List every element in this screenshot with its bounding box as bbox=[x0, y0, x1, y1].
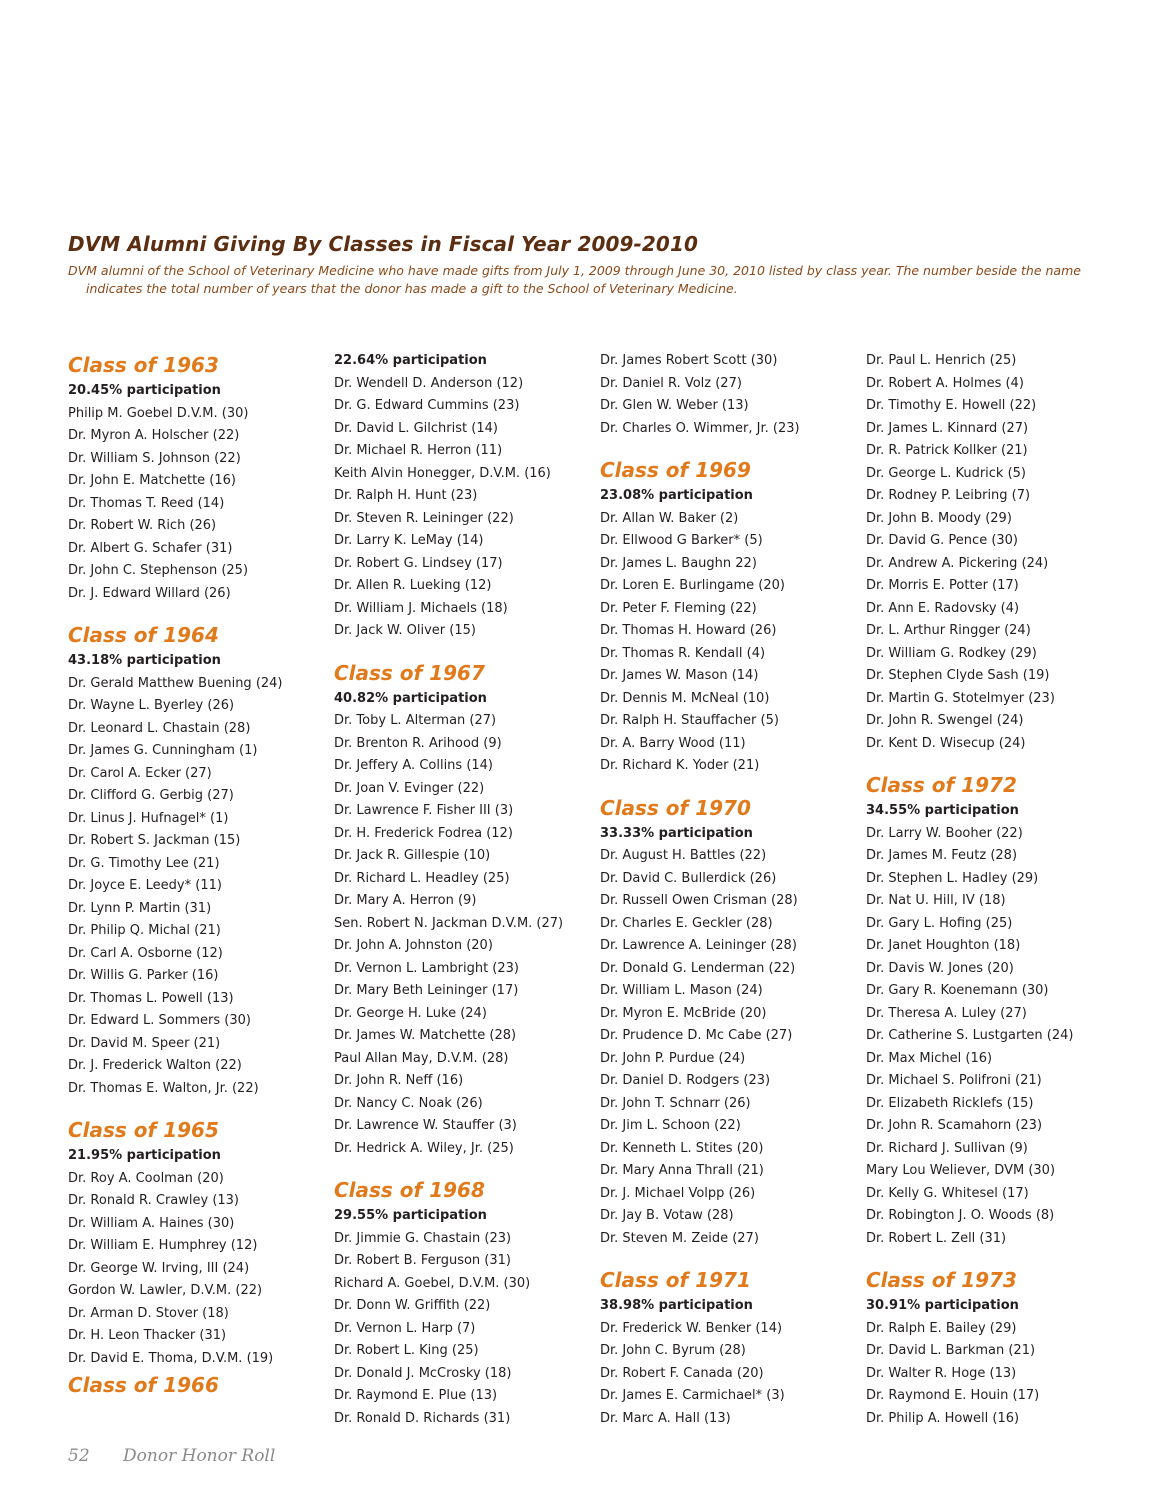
donor-name: Paul Allan May, D.V.M. (28) bbox=[334, 1050, 509, 1066]
donor-name: Dr. Daniel D. Rodgers (23) bbox=[600, 1073, 771, 1088]
donor-name: Dr. Vernon L. Lambright (23) bbox=[334, 960, 519, 976]
donor-name: Richard A. Goebel, D.V.M. (30) bbox=[334, 1275, 531, 1291]
donor-name: Dr. John C. Stephenson (25) bbox=[68, 563, 249, 578]
participation-rate: 21.95% participation bbox=[68, 1148, 221, 1163]
donor-name: Dr. David M. Speer (21) bbox=[68, 1035, 221, 1051]
section-spacer bbox=[866, 1250, 1126, 1265]
donor-name: Dr. George H. Luke (24) bbox=[334, 1005, 487, 1021]
intro-text: DVM alumni of the School of Veterinary Medicine who have made gifts from July 1, 2009 through June 30, 2010 listed by class year. The number beside the name indicates the total number of years that the donor has made a gift to the School of Veterinary Medicine. bbox=[68, 263, 1081, 296]
donor-name: Dr. Andrew A. Pickering (24) bbox=[866, 555, 1049, 571]
column-2 bbox=[334, 350, 594, 1430]
column-3 bbox=[600, 350, 860, 1430]
donor-name: Dr. William E. Humphrey (12) bbox=[68, 1238, 258, 1253]
donor-name: Dr. Albert G. Schafer (31) bbox=[68, 540, 233, 556]
class-heading: Class of 1967 bbox=[334, 660, 485, 685]
donor-name: Dr. H. Leon Thacker (31) bbox=[68, 1328, 227, 1343]
class-heading: Class of 1972 bbox=[866, 773, 1017, 797]
donor-name: Dr. Kent D. Wisecup (24) bbox=[866, 735, 1026, 751]
donor-name: Dr. James Robert Scott (30) bbox=[600, 353, 778, 368]
donor-name: Dr. Raymond E. Plue (13) bbox=[334, 1388, 498, 1403]
donor-name: Dr. Gary R. Koenemann (30) bbox=[866, 983, 1049, 998]
donor-name: Dr. Ralph H. Stauffacher (5) bbox=[600, 713, 779, 728]
donor-name: Dr. Richard J. Sullivan (9) bbox=[866, 1140, 1028, 1156]
class-heading: Class of 1969 bbox=[600, 458, 751, 482]
donor-name: Dr. James W. Mason (14) bbox=[600, 668, 759, 683]
class-heading: Class of 1971 bbox=[600, 1268, 751, 1292]
participation-rate: 38.98% participation bbox=[600, 1298, 753, 1313]
donor-name: Dr. Jimmie G. Chastain (23) bbox=[334, 1230, 512, 1246]
donor-name: Dr. David C. Bullerdick (26) bbox=[600, 870, 777, 886]
donor-name: Dr. Lawrence A. Leininger (28) bbox=[600, 938, 797, 953]
donor-name: Dr. Roy A. Coolman (20) bbox=[68, 1170, 224, 1186]
donor-name: Dr. Mary A. Herron (9) bbox=[334, 893, 477, 908]
section-spacer bbox=[334, 1160, 594, 1175]
donor-name: Dr. Hedrick A. Wiley, Jr. (25) bbox=[334, 1140, 514, 1156]
participation-rate: 43.18% participation bbox=[68, 653, 221, 668]
donor-name: Dr. Morris E. Potter (17) bbox=[866, 578, 1019, 593]
donor-name: Gordon W. Lawler, D.V.M. (22) bbox=[68, 1283, 263, 1298]
donor-name: Dr. Stephen Clyde Sash (19) bbox=[866, 668, 1050, 683]
donor-name: Philip M. Goebel D.V.M. (30) bbox=[68, 405, 249, 421]
donor-name: Dr. Michael R. Herron (11) bbox=[334, 443, 503, 458]
donor-name: Dr. George L. Kudrick (5) bbox=[866, 465, 1027, 481]
donor-name: Dr. Rodney P. Leibring (7) bbox=[866, 488, 1031, 503]
donor-name: Dr. Michael S. Polifroni (21) bbox=[866, 1073, 1042, 1088]
donor-name: Dr. Theresa A. Luley (27) bbox=[866, 1005, 1027, 1021]
class-heading: Class of 1965 bbox=[68, 1118, 219, 1142]
donor-name: Dr. Vernon L. Harp (7) bbox=[334, 1320, 476, 1336]
donor-name: Dr. Charles O. Wimmer, Jr. (23) bbox=[600, 420, 800, 436]
page-footer bbox=[68, 1446, 275, 1466]
donor-name: Dr. Joan V. Evinger (22) bbox=[334, 780, 485, 796]
donor-name: Dr. Richard L. Headley (25) bbox=[334, 870, 510, 886]
donor-name: Dr. Edward L. Sommers (30) bbox=[68, 1013, 251, 1028]
donor-name: Dr. Jay B. Votaw (28) bbox=[600, 1208, 734, 1223]
donor-name: Dr. David E. Thoma, D.V.M. (19) bbox=[68, 1350, 274, 1366]
donor-name: Dr. Jack W. Oliver (15) bbox=[334, 623, 476, 638]
donor-name: Dr. Wendell D. Anderson (12) bbox=[334, 375, 524, 391]
donor-name: Dr. Steven R. Leininger (22) bbox=[334, 510, 514, 526]
donor-name: Dr. Donald J. McCrosky (18) bbox=[334, 1365, 512, 1381]
donor-name: Dr. Joyce E. Leedy* (11) bbox=[68, 878, 222, 893]
donor-name: Dr. Glen W. Weber (13) bbox=[600, 398, 749, 413]
donor-name: Dr. John R. Scamahorn (23) bbox=[866, 1118, 1043, 1133]
donor-name: Dr. Max Michel (16) bbox=[866, 1050, 993, 1066]
section-spacer bbox=[68, 605, 328, 620]
donor-name: Sen. Robert N. Jackman D.V.M. (27) bbox=[334, 915, 564, 931]
donor-name: Dr. Robert B. Ferguson (31) bbox=[334, 1253, 511, 1268]
donor-name: Dr. Ann E. Radovsky (4) bbox=[866, 600, 1020, 616]
donor-name: Dr. Toby L. Alterman (27) bbox=[334, 713, 497, 728]
donor-name: Dr. Dennis M. McNeal (10) bbox=[600, 690, 770, 706]
donor-name: Dr. Loren E. Burlingame (20) bbox=[600, 578, 785, 593]
donor-name: Dr. Brenton R. Arihood (9) bbox=[334, 735, 502, 751]
donor-name: Dr. John P. Purdue (24) bbox=[600, 1050, 746, 1066]
section-spacer bbox=[600, 1250, 860, 1265]
column-4 bbox=[866, 350, 1126, 1430]
donor-name: Dr. Robert S. Jackman (15) bbox=[68, 833, 241, 848]
donor-name: Dr. Thomas H. Howard (26) bbox=[600, 623, 777, 638]
donor-name: Dr. William L. Mason (24) bbox=[600, 983, 763, 998]
participation-rate: 23.08% participation bbox=[600, 488, 753, 503]
donor-name: Dr. Gary L. Hofing (25) bbox=[866, 915, 1013, 931]
donor-name: Dr. John E. Matchette (16) bbox=[68, 473, 236, 488]
donor-name: Dr. Jeffery A. Collins (14) bbox=[334, 758, 494, 773]
class-heading: Class of 1973 bbox=[866, 1268, 1017, 1292]
donor-name: Dr. A. Barry Wood (11) bbox=[600, 735, 746, 751]
donor-name: Dr. Larry K. LeMay (14) bbox=[334, 533, 484, 548]
donor-name: Dr. Arman D. Stover (18) bbox=[68, 1305, 229, 1321]
column-1 bbox=[68, 350, 328, 1400]
participation-rate: 40.82% participation bbox=[334, 690, 487, 706]
donor-name: Dr. Timothy E. Howell (22) bbox=[866, 398, 1037, 413]
donor-name: Dr. Steven M. Zeide (27) bbox=[600, 1230, 759, 1246]
donor-name: Dr. Catherine S. Lustgarten (24) bbox=[866, 1028, 1074, 1043]
donor-name: Dr. David L. Barkman (21) bbox=[866, 1343, 1036, 1358]
donor-name: Dr. Richard K. Yoder (21) bbox=[600, 758, 760, 773]
donor-name: Dr. Prudence D. Mc Cabe (27) bbox=[600, 1028, 793, 1043]
donor-name: Dr. Thomas L. Powell (13) bbox=[68, 990, 234, 1006]
donor-name: Dr. Myron A. Holscher (22) bbox=[68, 428, 240, 443]
donor-name: Dr. Robert G. Lindsey (17) bbox=[334, 555, 503, 571]
section-spacer bbox=[600, 440, 860, 455]
donor-name: Dr. Robington J. O. Woods (8) bbox=[866, 1208, 1055, 1223]
donor-name: Dr. Clifford G. Gerbig (27) bbox=[68, 788, 234, 803]
donor-name: Dr. Lawrence W. Stauffer (3) bbox=[334, 1118, 517, 1133]
donor-name: Dr. Philip Q. Michal (21) bbox=[68, 923, 221, 938]
donor-name: Dr. Mary Anna Thrall (21) bbox=[600, 1163, 764, 1178]
donor-name: Dr. James E. Carmichael* (3) bbox=[600, 1388, 785, 1403]
donor-name: Dr. Robert W. Rich (26) bbox=[68, 518, 217, 533]
donor-name: Dr. Janet Houghton (18) bbox=[866, 938, 1021, 953]
donor-name: Dr. John T. Schnarr (26) bbox=[600, 1095, 751, 1111]
donor-name: Dr. Willis G. Parker (16) bbox=[68, 968, 219, 983]
donor-name: Dr. G. Edward Cummins (23) bbox=[334, 398, 520, 413]
donor-name: Dr. Paul L. Henrich (25) bbox=[866, 353, 1017, 368]
donor-name: Dr. Daniel R. Volz (27) bbox=[600, 375, 742, 391]
donor-name: Dr. Allan W. Baker (2) bbox=[600, 510, 739, 526]
donor-name: Dr. Myron E. McBride (20) bbox=[600, 1005, 767, 1021]
donor-name: Dr. Allen R. Lueking (12) bbox=[334, 578, 492, 593]
donor-name: Dr. Nancy C. Noak (26) bbox=[334, 1095, 483, 1111]
section-spacer bbox=[600, 778, 860, 793]
participation-rate: 34.55% participation bbox=[866, 803, 1019, 818]
donor-name: Dr. David G. Pence (30) bbox=[866, 533, 1019, 548]
participation-rate: 30.91% participation bbox=[866, 1298, 1019, 1313]
donor-name: Dr. Carol A. Ecker (27) bbox=[68, 765, 212, 781]
donor-name: Dr. Kelly G. Whitesel (17) bbox=[866, 1185, 1029, 1201]
donor-name: Dr. George W. Irving, III (24) bbox=[68, 1260, 250, 1276]
donor-name: Dr. Stephen L. Hadley (29) bbox=[866, 870, 1039, 886]
donor-name: Dr. Peter F. Fleming (22) bbox=[600, 600, 757, 616]
donor-name: Dr. William A. Haines (30) bbox=[68, 1215, 235, 1231]
donor-name: Dr. H. Frederick Fodrea (12) bbox=[334, 825, 513, 841]
donor-name: Dr. Marc A. Hall (13) bbox=[600, 1410, 731, 1426]
class-heading: Class of 1970 bbox=[600, 795, 751, 820]
donor-name: Dr. James W. Matchette (28) bbox=[334, 1028, 517, 1043]
donor-name: Dr. Raymond E. Houin (17) bbox=[866, 1388, 1040, 1403]
donor-name: Dr. Kenneth L. Stites (20) bbox=[600, 1140, 764, 1156]
donor-name: Dr. William S. Johnson (22) bbox=[68, 450, 241, 466]
donor-name: Dr. Robert F. Canada (20) bbox=[600, 1365, 764, 1381]
donor-name: Dr. John A. Johnston (20) bbox=[334, 938, 493, 953]
section-spacer bbox=[866, 755, 1126, 770]
participation-rate: 20.45% participation bbox=[68, 383, 221, 398]
donor-name: Dr. Donn W. Griffith (22) bbox=[334, 1298, 491, 1313]
donor-name: Dr. Nat U. Hill, IV (18) bbox=[866, 893, 1006, 908]
donor-name: Dr. Frederick W. Benker (14) bbox=[600, 1320, 783, 1336]
donor-name: Dr. Robert A. Holmes (4) bbox=[866, 375, 1024, 391]
donor-name: Dr. G. Timothy Lee (21) bbox=[68, 855, 220, 871]
donor-name: Dr. Ralph E. Bailey (29) bbox=[866, 1320, 1017, 1336]
donor-name: Dr. John R. Swengel (24) bbox=[866, 713, 1024, 728]
donor-name: Dr. Elizabeth Ricklefs (15) bbox=[866, 1095, 1034, 1111]
section-spacer bbox=[68, 1100, 328, 1115]
donor-name: Dr. Jim L. Schoon (22) bbox=[600, 1118, 741, 1133]
donor-name: Dr. Thomas E. Walton, Jr. (22) bbox=[68, 1080, 259, 1096]
donor-name: Dr. Davis W. Jones (20) bbox=[866, 960, 1014, 976]
donor-name: Dr. Donald G. Lenderman (22) bbox=[600, 960, 796, 976]
donor-name: Keith Alvin Honegger, D.V.M. (16) bbox=[334, 465, 551, 481]
donor-name: Dr. James L. Baughn 22) bbox=[600, 555, 757, 571]
donor-name: Dr. Thomas R. Kendall (4) bbox=[600, 645, 766, 661]
page-number: 52 bbox=[68, 1446, 90, 1466]
donor-name: Dr. Wayne L. Byerley (26) bbox=[68, 698, 235, 713]
donor-name: Dr. J. Michael Volpp (26) bbox=[600, 1185, 756, 1201]
donor-name: Dr. Walter R. Hoge (13) bbox=[866, 1365, 1017, 1381]
page-title: DVM Alumni Giving By Classes in Fiscal Year 2009-2010 bbox=[68, 232, 698, 256]
participation-rate: 33.33% participation bbox=[600, 825, 753, 841]
donor-name: Dr. Ronald R. Crawley (13) bbox=[68, 1193, 240, 1208]
class-heading: Class of 1964 bbox=[68, 623, 219, 647]
donor-name: Mary Lou Weliever, DVM (30) bbox=[866, 1163, 1056, 1178]
class-heading: Class of 1966 bbox=[68, 1373, 219, 1397]
footer-section-title: Donor Honor Roll bbox=[123, 1446, 276, 1466]
donor-name: Dr. J. Frederick Walton (22) bbox=[68, 1058, 242, 1073]
participation-rate: 22.64% participation bbox=[334, 353, 487, 368]
donor-name: Dr. John C. Byrum (28) bbox=[600, 1343, 746, 1358]
donor-name: Dr. Larry W. Booher (22) bbox=[866, 825, 1023, 841]
donor-name: Dr. Carl A. Osborne (12) bbox=[68, 945, 223, 961]
donor-name: Dr. Lawrence F. Fisher III (3) bbox=[334, 803, 514, 818]
donor-name: Dr. J. Edward Willard (26) bbox=[68, 585, 231, 601]
donor-name: Dr. August H. Battles (22) bbox=[600, 848, 767, 863]
donor-name: Dr. Robert L. King (25) bbox=[334, 1343, 479, 1358]
donor-name: Dr. John B. Moody (29) bbox=[866, 510, 1012, 526]
donor-name: Dr. James G. Cunningham (1) bbox=[68, 743, 258, 758]
donor-name: Dr. Russell Owen Crisman (28) bbox=[600, 893, 798, 908]
participation-rate: 29.55% participation bbox=[334, 1208, 487, 1223]
class-heading: Class of 1968 bbox=[334, 1178, 485, 1202]
donor-name: Dr. Leonard L. Chastain (28) bbox=[68, 720, 251, 736]
donor-name: Dr. Ronald D. Richards (31) bbox=[334, 1410, 511, 1426]
donor-name: Dr. R. Patrick Kollker (21) bbox=[866, 443, 1028, 458]
class-heading: Class of 1963 bbox=[68, 353, 219, 377]
donor-name: Dr. Martin G. Stotelmyer (23) bbox=[866, 690, 1055, 706]
page-header bbox=[68, 232, 1108, 298]
donor-name: Dr. David L. Gilchrist (14) bbox=[334, 420, 498, 436]
donor-name: Dr. Gerald Matthew Buening (24) bbox=[68, 675, 283, 691]
donor-name: Dr. John R. Neff (16) bbox=[334, 1073, 464, 1088]
donor-name: Dr. Linus J. Hufnagel* (1) bbox=[68, 810, 229, 826]
donor-name: Dr. L. Arthur Ringger (24) bbox=[866, 623, 1031, 638]
donor-name: Dr. Philip A. Howell (16) bbox=[866, 1410, 1020, 1426]
donor-name: Dr. Thomas T. Reed (14) bbox=[68, 495, 225, 511]
donor-name: Dr. James M. Feutz (28) bbox=[866, 848, 1018, 863]
donor-name: Dr. William G. Rodkey (29) bbox=[866, 645, 1037, 661]
section-spacer bbox=[334, 643, 594, 658]
donor-name: Dr. Jack R. Gillespie (10) bbox=[334, 848, 491, 863]
donor-name: Dr. Lynn P. Martin (31) bbox=[68, 900, 212, 916]
donor-name: Dr. Robert L. Zell (31) bbox=[866, 1230, 1007, 1246]
donor-name: Dr. Ellwood G Barker* (5) bbox=[600, 533, 763, 548]
donor-name: Dr. Ralph H. Hunt (23) bbox=[334, 488, 478, 503]
donor-name: Dr. James L. Kinnard (27) bbox=[866, 420, 1029, 436]
donor-name: Dr. Charles E. Geckler (28) bbox=[600, 915, 773, 931]
donor-name: Dr. William J. Michaels (18) bbox=[334, 600, 508, 616]
donor-name: Dr. Mary Beth Leininger (17) bbox=[334, 983, 519, 998]
